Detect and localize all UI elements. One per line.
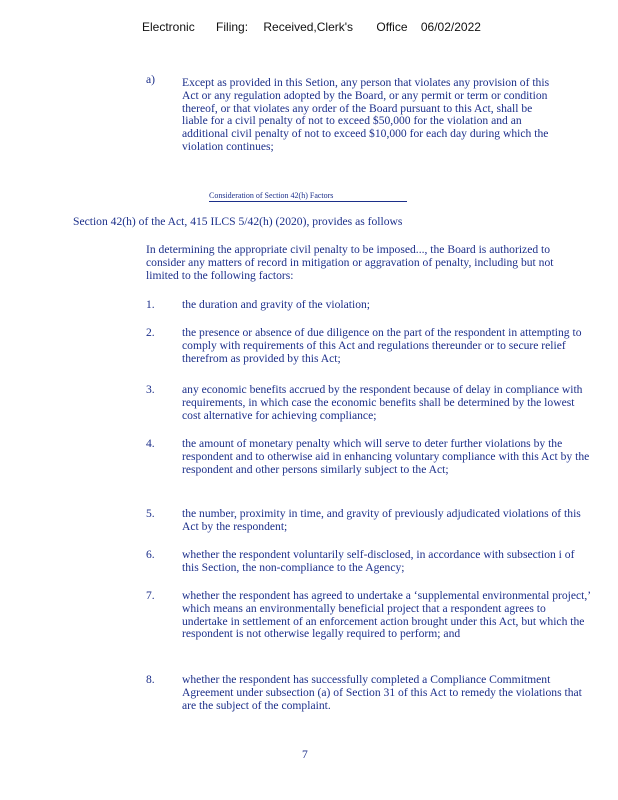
factor-text: whether the respondent has successfully completed a Compliance Commitment Agreement under subsection (a) of Section 31 of this Act to remedy the violations that are the subject of the complaint. [182, 673, 582, 712]
section-subheading: Consideration of Section 42(h) Factors [209, 191, 407, 202]
filing-header [142, 20, 481, 34]
factor-number: 8. [146, 673, 155, 686]
factor-number: 7. [146, 589, 155, 602]
header-received: Received,Clerk's [263, 20, 354, 34]
header-date: 06/02/2022 [420, 20, 481, 34]
page-number: 7 [302, 748, 308, 761]
factor-number: 1. [146, 298, 155, 311]
factor-text: whether the respondent has agreed to undertake a ‘supplemental environmental project,’ which means an environmentally beneficial project that a respondent agrees to undertake in settlement of an enforcement action brought under this Act, but which the respondent is not otherwise legally required to perform; and [182, 589, 591, 641]
factor-number: 2. [146, 326, 155, 339]
factor-number: 3. [146, 383, 155, 396]
penalty-intro-paragraph: In determining the appropriate civil penalty to be imposed..., the Board is authorized to consider any matters of record in mitigation or aggravation of penalty, including but not limited to the following factors: [146, 243, 554, 282]
header-filing: Filing: [216, 20, 249, 34]
para-a-text: Except as provided in this Setion, any person that violates any provision of this Act or any regulation adopted by the Board, or any permit or term or condition thereof, or that violates any order of the Board pursuant to this Act, shall be liable for a civil penalty of not to exceed $50,000 for the violation and an additional civil penalty of not to exceed $10,000 for each day during which the violation continues; [182, 76, 550, 153]
factor-text: the number, proximity in time, and gravity of previously adjudicated violations of this Act by the respondent; [182, 507, 581, 533]
para-a-marker: a) [146, 73, 156, 86]
header-office: Office [376, 20, 408, 34]
factor-text: the amount of monetary penalty which will serve to deter further violations by the respondent and to otherwise aid in enhancing voluntary compliance with this Act by the respondent and other persons similarly subject to the Act; [182, 437, 590, 476]
factor-number: 5. [146, 507, 155, 520]
factor-text: whether the respondent voluntarily self-disclosed, in accordance with subsection i of this Section, the non-compliance to the Agency; [182, 548, 575, 574]
section-42h-intro: Section 42(h) of the Act, 415 ILCS 5/42(h) (2020), provides as follows [73, 215, 403, 228]
factor-number: 6. [146, 548, 155, 561]
factor-text: the duration and gravity of the violation; [182, 298, 371, 311]
factor-text: the presence or absence of due diligence on the part of the respondent in attempting to comply with requirements of this Act and regulations thereunder or to secure relief therefrom as provided by this Act; [182, 326, 582, 365]
header-electronic: Electronic [142, 20, 195, 34]
factor-number: 4. [146, 437, 155, 450]
factor-text: any economic benefits accrued by the respondent because of delay in compliance with requirements, in which case the economic benefits shall be determined by the lowest cost alternative for achieving compliance; [182, 383, 583, 422]
